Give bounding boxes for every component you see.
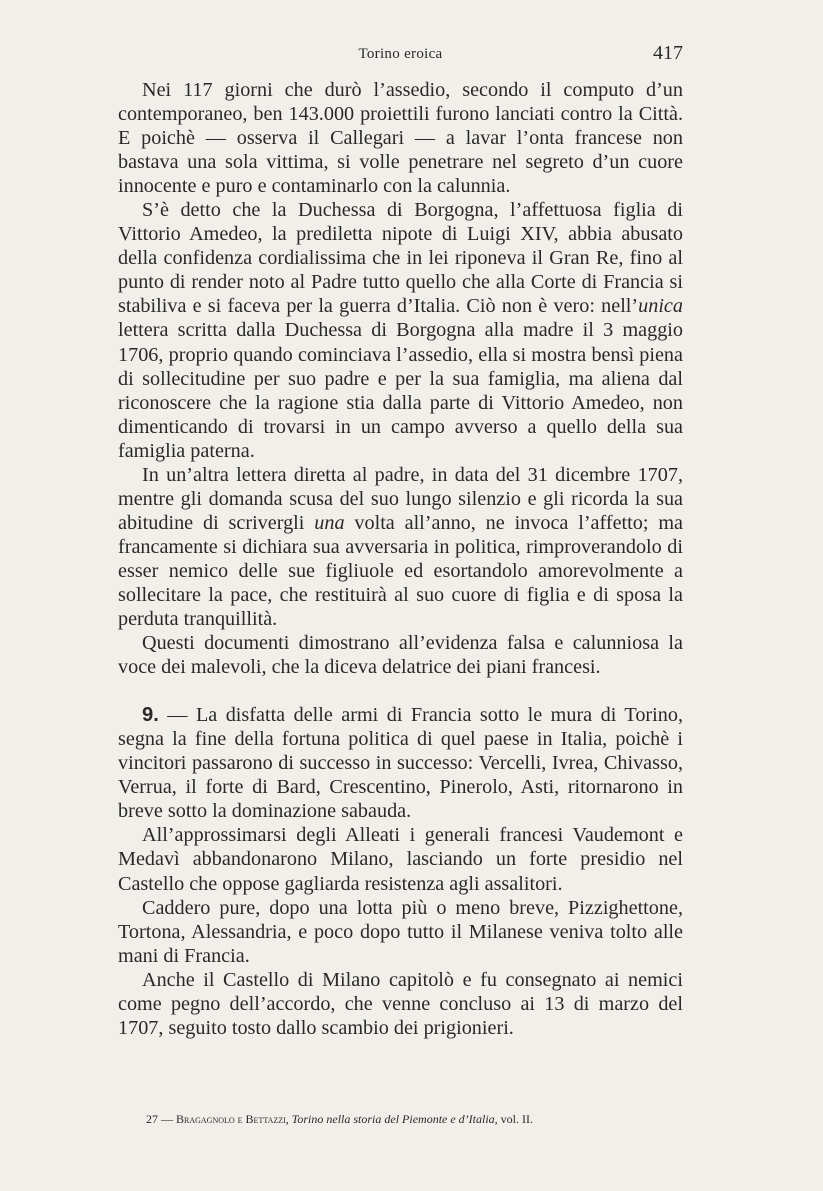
body-text (118, 78, 683, 1040)
footnote-volume: vol. II. (497, 1112, 533, 1126)
paragraph-2-emphasis: unica (638, 295, 683, 318)
footer-signature-line (146, 1112, 686, 1127)
paragraph-6: All’approssimarsi degli Alleati i generali francesi Vaudemont e Medavì abbandonarono Milano, lasciando un forte presidio nel Castello che oppose gagliarda resistenza agli assalitori. (118, 824, 683, 895)
running-title: Torino eroica (358, 46, 443, 62)
section-number: 9. (142, 704, 159, 727)
paragraph-2-part-b: lettera scritta dalla Duchessa di Borgogna alla madre il 3 maggio 1706, proprio quando cominciava l’assedio, ella si mostra bensì piena di sollecitudine per suo padre e per la sua famiglia, ma aliena dal riconoscere che la ragione stia dalla parte di Vittorio Amedeo, non dimenticando di trovarsi in un campo avverso a quello della sua famiglia paterna. (118, 319, 683, 462)
paragraph-2 (118, 198, 683, 463)
paragraph-1: Nei 117 giorni che durò l’assedio, secondo il computo d’un contemporaneo, ben 143.000 proiettili furono lanciati contro la Città. E poichè — osserva il Callegari — a lavar l’onta francese non bastava una sola vittima, si volle penetrare nel segreto d’un cuore innocente e puro e contaminarlo con la calunnia. (118, 79, 683, 198)
paragraph-2-part-a: S’è detto che la Duchessa di Borgogna, l’affettuosa figlia di Vittorio Amedeo, la prediletta nipote di Luigi XIV, abbia abusato della confidenza cordialissima che in lei riponeva il Gran Re, fino al punto di render noto al Padre tutto quello che alla Corte di Francia si stabiliva e si faceva per la guerra d’Italia. Ciò non è vero: nell’ (118, 199, 683, 318)
paragraph-8: Anche il Castello di Milano capitolò e fu consegnato ai nemici come pegno dell’accordo, che venne concluso ai 13 di marzo del 1707, seguito tosto dallo scambio dei prigionieri. (118, 968, 683, 1039)
paragraph-3-part-a: In un’altra lettera diretta al padre, in data del 31 dicembre 1707, mentre gli domanda scusa del suo lungo silenzio e gli ricorda la sua abitudine di scrivergli (118, 463, 683, 534)
paragraph-5-text: — La disfatta delle armi di Francia sotto le mura di Torino, segna la fine della fortuna politica di quel paese in Italia, poichè i vincitori passarono di successo in successo: Vercelli, Ivrea, Chivasso, Verrua, il forte di Bard, Crescentino, Pinerolo, Asti, ritornarono in breve sotto la dominazione sabauda. (118, 704, 683, 823)
signature-mark: 27 — (146, 1112, 176, 1126)
footnote-authors: Bragagnolo e Bettazzi, (176, 1112, 289, 1126)
paragraph-7: Caddero pure, dopo una lotta più o meno breve, Pizzighettone, Tortona, Alessandria, e poco dopo tutto il Milanese veniva tolto alle mani di Francia. (118, 896, 683, 967)
paragraph-3-emphasis: una (314, 511, 345, 534)
paragraph-3 (118, 463, 683, 631)
page-number: 417 (653, 42, 683, 64)
footnote-title: Torino nella storia del Piemonte e d’Italia, (291, 1112, 498, 1126)
section-divider (118, 679, 683, 703)
paragraph-5 (118, 703, 683, 823)
page-header (118, 40, 683, 70)
paragraph-3-part-b: volta all’anno, ne invoca l’affetto; ma francamente si dichiara sua avversaria in politica, rimproverandolo di esser nemico delle sue figliuole ed esortandolo amorevolmente a sollecitare la pace, che restituirà al suo cuore di figlia e di sposa la perduta tranquillità. (118, 511, 683, 631)
paragraph-4: Questi documenti dimostrano all’evidenza falsa e calunniosa la voce dei malevoli, che la diceva delatrice dei piani francesi. (118, 632, 683, 679)
